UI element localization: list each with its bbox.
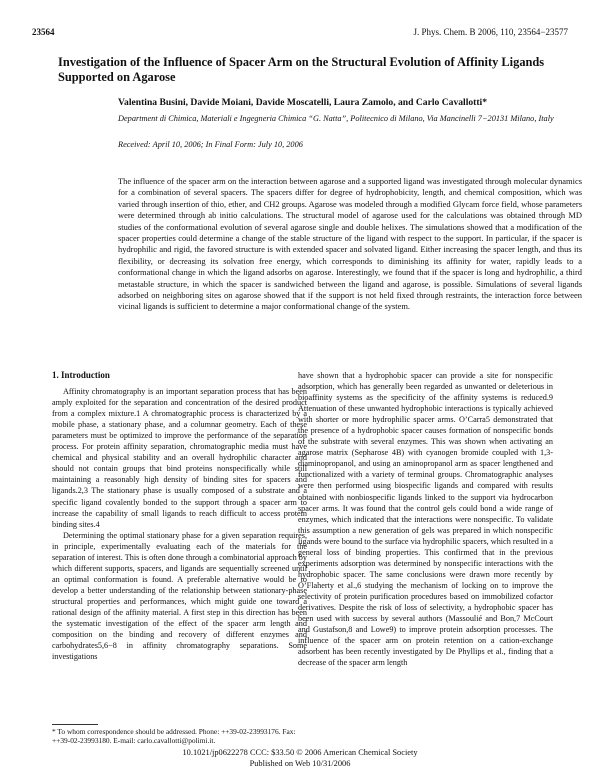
received-dates: Received: April 10, 2006; In Final Form: July 10, 2006 [118,140,303,149]
page-number: 23564 [32,27,55,37]
journal-citation: J. Phys. Chem. B 2006, 110, 23564−23577 [413,27,568,37]
doi-line: 10.1021/jp0622278 CCC: $33.50 © 2006 American Chemical Society [182,748,418,757]
paragraph: have shown that a hydrophobic spacer can provide a site for nonspecific adsorption, which has generally been regarded as unwanted or deleterious in bioaffinity systems as the specificity of the affinity systems is reduced.9 Attenuation of these unwanted hydrophobic interactions is typically achieved with shorter or more hydrophilic spacer arms. O’Carra5 demonstrated that the presence of a hydrophobic spacer causes formation of nonspecific bonds of the substrate with several enzymes. This was shown when activating an agarose matrix (Sepharose 4B) with cyanogen bromide coupled with 1,3-diaminopropanol, and using an aminopropanol arm as spacer lengthened and functionalized with a variety of terminal groups. Chromatographic analyses were then performed using biospecific ligands and compared with results obtained with nonbiospecific ligands linked to the support via hydrocarbon spacer arms. It was found that the control gels could bond a wide range of enzymes, which indicated that the interactions were nonspecific. To validate this assumption a new generation of gels was prepared in which nonspecific ligands were bound to the surface via hydrophilic spacers, which resulted in a general loss of binding properties. This confirmed that in the previous experiments adsorption was determined by nonspecific interactions with the hydrophobic spacer. The same conclusions were drawn more recently by O’Flaherty et al.,6 studying the mechanism of locking on to improve the selectivity of protein purification procedures based on immobilized cofactor derivatives. Despite the risk of loss of selectivity, a hydrophobic spacer has been used with success by several authors (Massoulié and Bon,7 McCourt and Gustafson,8 and Lowe9) to improve protein adsorption processes. The influence of the spacer arm on protein retention on a cation-exchange adsorbent has been recently investigated by De Phyllips et al., finding that a decrease of the spacer arm length [298,371,553,668]
paragraph: Affinity chromatography is an important separation process that has been amply exploited for the separation and concentration of the desired product from a complex mixture.1 A chromatographic process is characterized by a mobile phase, a stationary phase, and a columnar geometry. Each of these parameters must be optimized to improve the performance of the separation process. For protein affinity separation, chromatographic media must have chemical and physical stability and an overall hydrophilic character and should not contain groups that bind proteins nonspecifically while still maintaining a reasonably high density of binding sites for spacers and ligands.2,3 The stationary phase is usually composed of a substrate and a specific ligand covalently bonded to the support through a spacer arm to increase the capability of small ligands to reach difficult to access protein binding sites.4 [52,387,307,529]
paper-title: Investigation of the Influence of Spacer Arm on the Structural Evolution of Affinity Ligands Supported on Agarose [58,55,545,84]
abstract: The influence of the spacer arm on the interaction between agarose and a supported ligand was investigated through molecular dynamics for a combination of several spacers. The spacers differ for degree of hydrophobicity, length, and chemical composition, which was varied through insertion of thio, ether, and CH2 groups. Agarose was modeled through a modified Glycam force field, whose parameters were determined through ab initio calculations. The structural model of agarose used for the calculations was obtained through MD studies of the conformational evolution of several agarose single and double helixes. The simulations showed that a modification of the spacer properties could determine a change of the stable structure of the ligand with respect to the support. In particular, if the spacer is hydrophilic and rigid, the favored structure is with extended spacer and solvated ligand. Either increasing the spacer length, and thus its flexibility, or decreasing its solvation free energy, which corresponds to diminishing its affinity for water, rapidly leads to a conformational change in which the ligand adsorbs on agarose. Interestingly, we found that if the spacer is long and hydrophilic, a third metastable structure, in which the spacer is sandwiched between the ligand and agarose, is possible. Simulations of several ligands adsorbed on neighboring sites on agarose showed that if the support is not held fixed through restraints, the interaction force between vicinal ligands is sufficient to determine a major conformational change of the system. [118,176,582,312]
author-list: Valentina Busini, Davide Moiani, Davide Moscatelli, Laura Zamolo, and Carlo Cavallotti* [118,97,488,108]
published-date: Published on Web 10/31/2006 [249,759,351,768]
affiliation: Department di Chimica, Materiali e Ingegneria Chimica “G. Natta”, Politecnico di Milano, Via Mancinelli 7−20131 Milano, Italy [118,114,554,123]
footnote-divider [52,724,98,725]
right-column [298,370,553,668]
left-column [52,370,307,662]
correspondence-footnote: * To whom correspondence should be addressed. Phone: ++39-02-23993176. Fax: ++39-02-23993180. E-mail: carlo.cavallotti@polimi.it. [52,727,296,746]
paragraph: Determining the optimal stationary phase for a given separation requires, in principle, experimentally evaluating each of the materials for the separation of interest. This is often done through a combinatorial approach by which different supports, spacers, and ligands are sequentially screened until an optimal conformation is found. A preferable alternative would be to develop a better understanding of the relationship between stationary-phase structural properties and performances, which might guide one toward a rational design of the affinity material. A first step in this direction has been the systematic investigation of the effect of the spacer arm length and composition on the binding and recovery of different enzymes and carbohydrates5,6−8 in affinity chromatography separations. Some investigations [52,530,307,662]
section-heading: 1. Introduction [52,370,110,380]
